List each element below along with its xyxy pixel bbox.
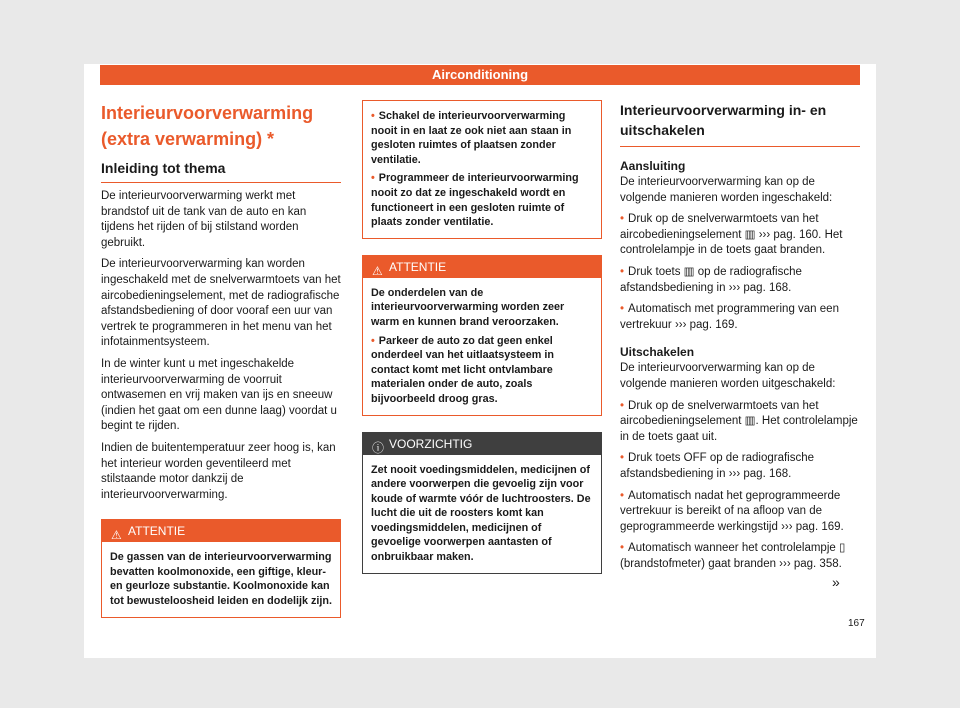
warning-header xyxy=(102,520,340,542)
caution-box xyxy=(362,432,602,574)
paragraph: De interieurvoorverwarming kan op de volgende manieren worden ingeschakeld: xyxy=(620,176,833,204)
paragraph: De interieurvoorverwarming kan op de volgende manieren worden uitgeschakeld: xyxy=(620,362,836,390)
warning-text: De onderdelen van de interieurvoorverwarming worden zeer warm en kunnen brand veroorzaken. xyxy=(371,286,565,328)
caution-label: VOORZICHTIG xyxy=(389,436,473,451)
warning-label: ATTENTIE xyxy=(128,524,186,539)
chapter-header: Airconditioning xyxy=(100,65,860,85)
column-2 xyxy=(362,100,602,574)
warning-continued-box xyxy=(362,100,602,239)
warning-label: ATTENTIE xyxy=(389,259,447,274)
subheading-off: Uitschakelen xyxy=(620,345,695,360)
continue-marker: » xyxy=(832,574,840,590)
subsection-title: Inleiding tot thema xyxy=(101,160,341,183)
paragraph: De interieurvoorverwarming werkt met brandstof uit de tank van de auto en kan tijdens het rijden of bij stilstand worden gebruikt. xyxy=(101,190,307,249)
list-item: • Programmeer de interieurvoorwarming nooit zo dat ze ingeschakeld wordt en functioneert in een gesloten ruimte of plaats zonder ventilatie. xyxy=(371,171,593,229)
warning-box xyxy=(362,255,602,416)
warning-text: De gassen van de interieurvoorverwarming bevatten koolmonoxide, een giftige, kleur- en geurloze substantie. Koolmonoxide kan tot bewusteloosheid leiden en dodelijk zijn. xyxy=(110,551,332,608)
list-item: • Automatisch met programmering van een vertrekuur ››› pag. 169. xyxy=(620,302,860,333)
paragraph: Indien de buitentemperatuur zeer hoog is, kan het interieur worden geventileerd met stilstaande motor dankzij de interieurvoorverwarming. xyxy=(101,441,336,501)
list-item: • Automatisch wanneer het controlelampje ▯ (brandstofmeter) gaat branden ››› pag. 358. xyxy=(620,541,860,572)
list-item: • Druk toets OFF op de radiografische afstandsbediening in ››› pag. 168. xyxy=(620,451,860,482)
subheading-on: Aansluiting xyxy=(620,159,686,173)
list-item: • Druk op de snelverwarmtoets van het aircobedieningselement ▥. Het controlelampje in de toets gaat uit. xyxy=(620,399,860,446)
warning-header xyxy=(363,256,601,278)
page-number: 167 xyxy=(848,618,865,629)
column-3 xyxy=(620,100,860,572)
list-item: • Parkeer de auto zo dat geen enkel onderdeel van het uitlaatsysteem in contact komt met licht ontvlambare materialen onder de auto, zoals bijvoorbeeld droog gras. xyxy=(371,334,593,407)
list-item: • Schakel de interieurvoorverwarming nooit in en laat ze ook niet aan staan in gesloten ruimtes of plaatsen zonder ventilatie. xyxy=(371,109,593,167)
list-item: • Druk toets ▥ op de radiografische afstandsbediening in ››› pag. 168. xyxy=(620,265,860,296)
paragraph: In de winter kunt u met ingeschakelde interieurvoorverwarming de voorruit ontwasemen en vrij maken van ijs en sneeuw (indien het gaat om een dunne laag) voordat u begint te rijden. xyxy=(101,357,337,433)
section-title xyxy=(101,100,341,152)
caution-header xyxy=(363,433,601,455)
paragraph: De interieurvoorverwarming kan worden ingeschakeld met de snelverwarmtoets van het aircobedieningselement, met de radiografische afstandsbediening of door vooraf een uur van vertrek te programmeren in het menu van het infotainmentsysteem. xyxy=(101,258,341,349)
caution-text: Zet nooit voedingsmiddelen, medicijnen of andere voorwerpen die gevoelig zijn voor koude of warmte vóór de luchtroosters. De lucht die uit de roosters komt kan voedingsmiddelen, medicijnen of gevoelige voorwerpen aantasten of onbruikbaar maken. xyxy=(371,463,591,564)
warning-icon: ⚠ xyxy=(372,263,383,278)
section-title-line1: Interieurvoorverwarming xyxy=(101,103,314,123)
warning-box xyxy=(101,519,341,617)
info-icon: ⓘ xyxy=(372,440,385,455)
section-title-line2: (extra verwarming) * xyxy=(101,129,275,149)
list-item: • Druk op de snelverwarmtoets van het aircobedieningselement ▥ ››› pag. 160. Het controlelampje in de toets gaat branden. xyxy=(620,212,860,259)
list-item: • Automatisch nadat het geprogrammeerde vertrekuur is bereikt of na afloop van de geprogrammeerde werkingstijd ››› pag. 169. xyxy=(620,489,860,536)
column-1 xyxy=(101,100,341,618)
warning-icon: ⚠ xyxy=(111,528,122,543)
section-title: Interieurvoorverwarming in- en uitschakelen xyxy=(620,100,860,147)
